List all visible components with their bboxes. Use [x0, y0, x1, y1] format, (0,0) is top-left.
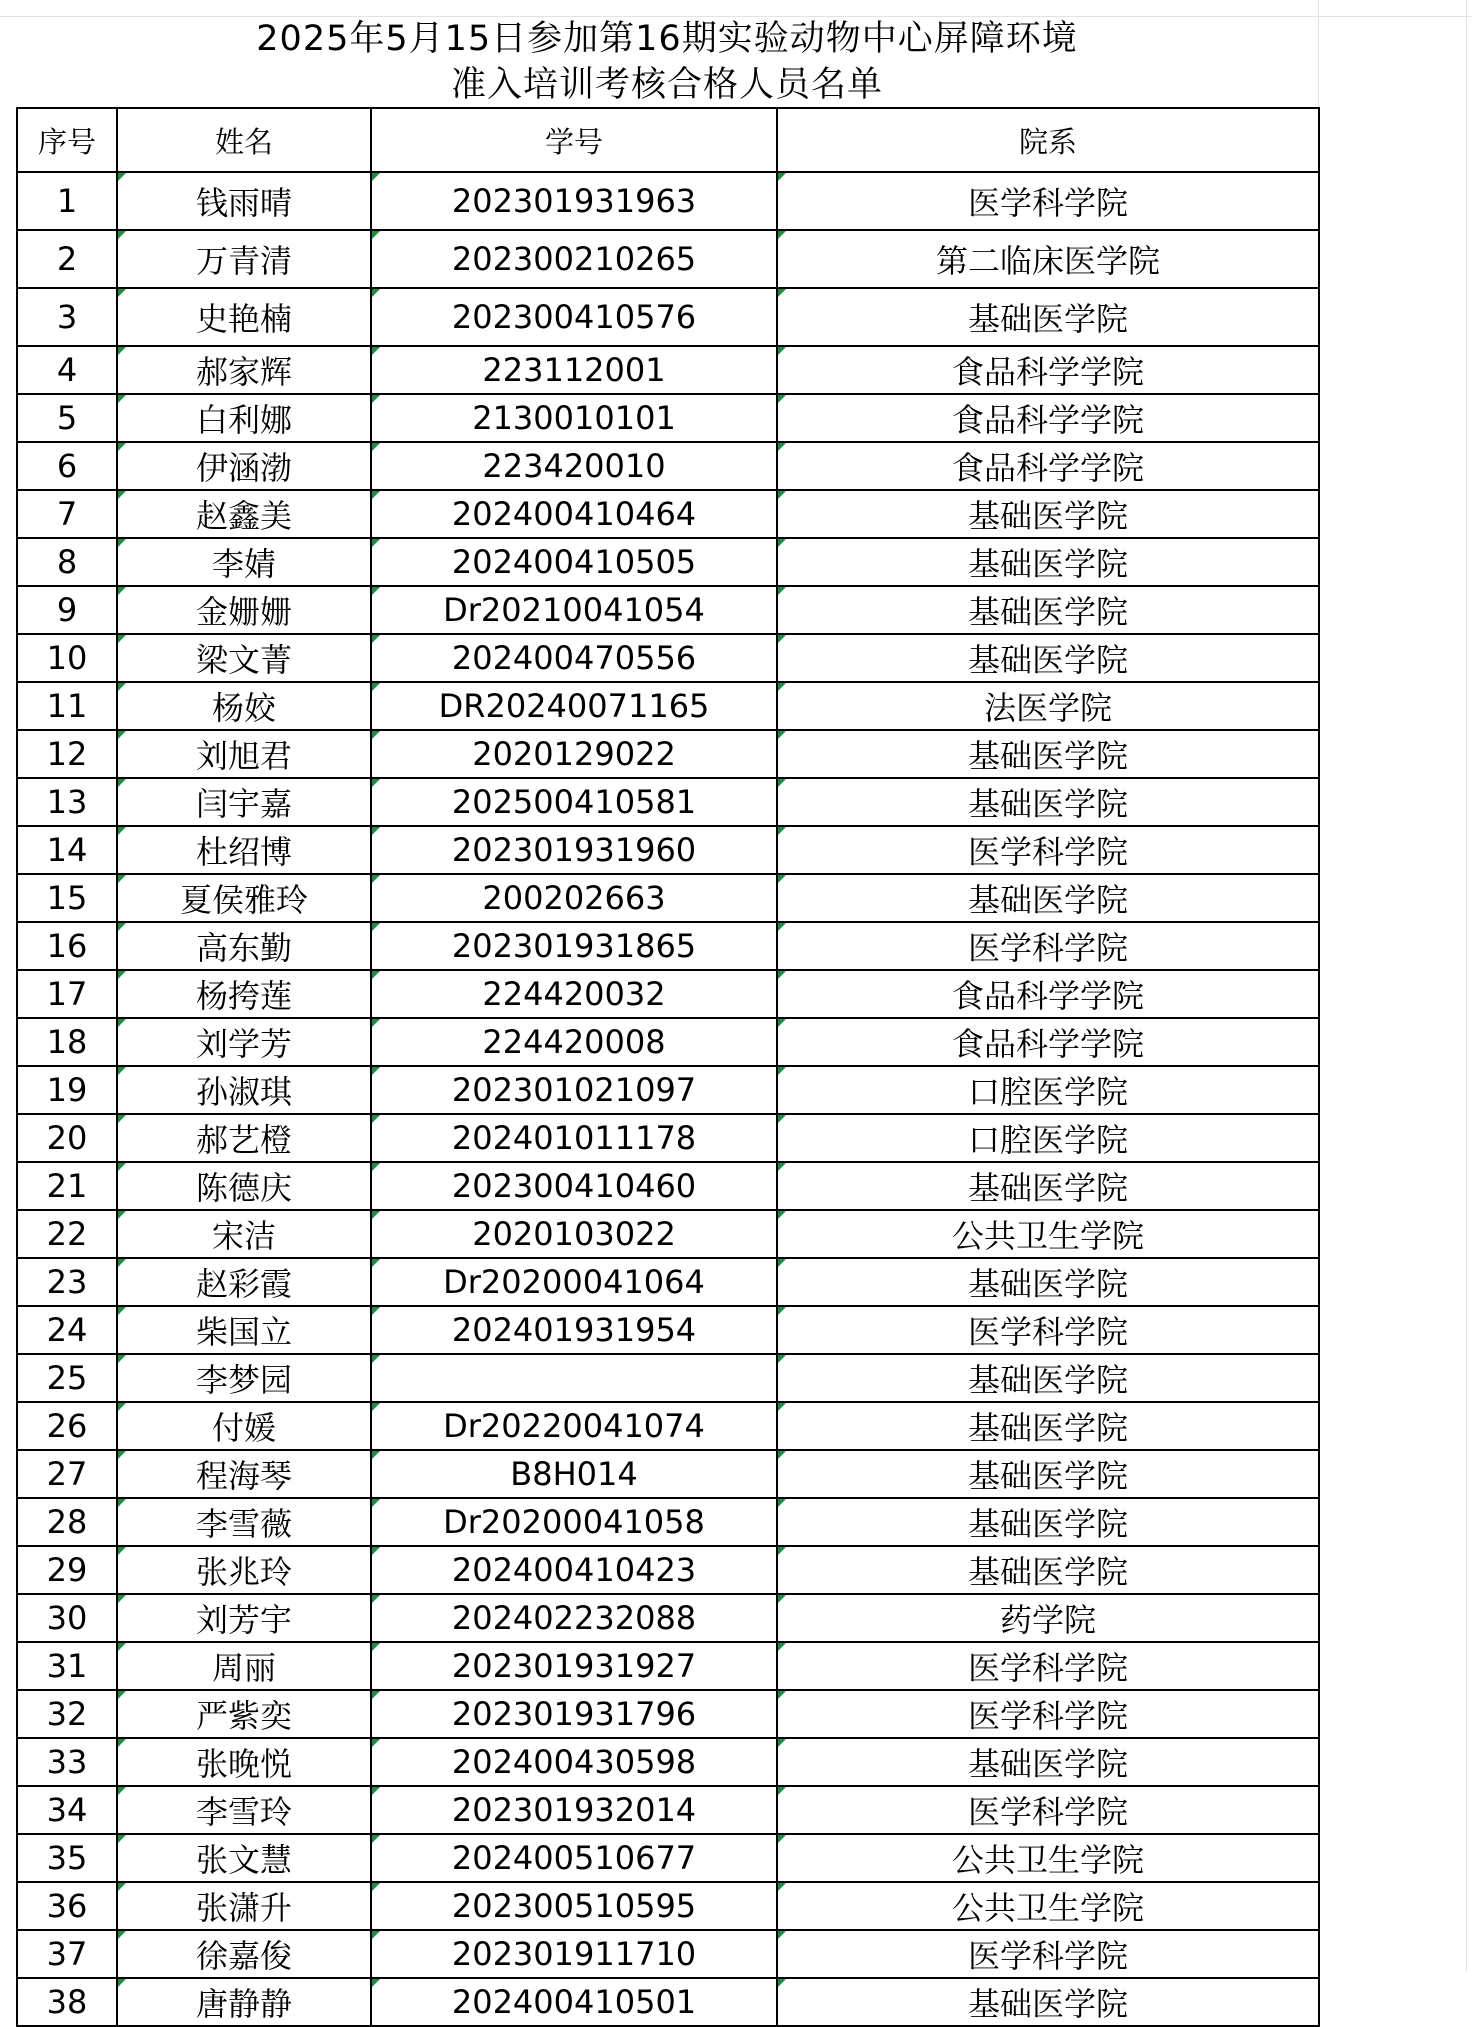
cell-id[interactable] — [371, 1354, 777, 1402]
cell-dept[interactable]: 基础医学院 — [777, 490, 1319, 538]
table-row — [17, 172, 1319, 230]
table-row — [17, 1258, 1319, 1306]
cell-no[interactable]: 17 — [17, 970, 117, 1018]
table-row — [17, 538, 1319, 586]
cell-id[interactable]: 202301931796 — [371, 1690, 777, 1738]
cell-id[interactable]: Dr20200041064 — [371, 1258, 777, 1306]
header-row — [17, 108, 1319, 172]
cell-id[interactable]: 202400410423 — [371, 1546, 777, 1594]
cell-no[interactable]: 5 — [17, 394, 117, 442]
cell-name[interactable]: 张兆玲 — [117, 1546, 371, 1594]
cell-no[interactable]: 16 — [17, 922, 117, 970]
cell-no[interactable]: 26 — [17, 1402, 117, 1450]
cell-name[interactable]: 郝艺橙 — [117, 1114, 371, 1162]
cell-dept[interactable]: 基础医学院 — [777, 874, 1319, 922]
cell-name[interactable]: 陈德庆 — [117, 1162, 371, 1210]
table-row — [17, 1306, 1319, 1354]
cell-no[interactable]: 10 — [17, 634, 117, 682]
cell-no[interactable]: 25 — [17, 1354, 117, 1402]
cell-name[interactable]: 钱雨晴 — [117, 172, 371, 230]
cell-dept[interactable]: 医学科学院 — [777, 1930, 1319, 1978]
cell-name[interactable]: 杜绍博 — [117, 826, 371, 874]
table-row — [17, 1114, 1319, 1162]
cell-no[interactable]: 19 — [17, 1066, 117, 1114]
table-row — [17, 730, 1319, 778]
cell-name[interactable]: 李梦园 — [117, 1354, 371, 1402]
roster-body — [17, 172, 1319, 2026]
table-row — [17, 1546, 1319, 1594]
cell-dept[interactable]: 基础医学院 — [777, 586, 1319, 634]
cell-no[interactable]: 4 — [17, 346, 117, 394]
cell-no[interactable]: 1 — [17, 172, 117, 230]
header-dept[interactable]: 院系 — [777, 108, 1319, 172]
cell-no[interactable]: 8 — [17, 538, 117, 586]
cell-dept[interactable]: 基础医学院 — [777, 1498, 1319, 1546]
table-row — [17, 1354, 1319, 1402]
cell-id[interactable]: 202401011178 — [371, 1114, 777, 1162]
title-line-1: 2025年5月15日参加第16期实验动物中心屏障环境 — [256, 19, 1078, 59]
table-row — [17, 1450, 1319, 1498]
cell-name[interactable]: 杨姣 — [117, 682, 371, 730]
cell-id[interactable]: 2020129022 — [371, 730, 777, 778]
cell-no[interactable]: 15 — [17, 874, 117, 922]
table-row — [17, 1018, 1319, 1066]
cell-name[interactable]: 张文慧 — [117, 1834, 371, 1882]
cell-name[interactable]: 高东勤 — [117, 922, 371, 970]
cell-id[interactable]: 202300510595 — [371, 1882, 777, 1930]
cell-name[interactable]: 宋洁 — [117, 1210, 371, 1258]
table-row — [17, 778, 1319, 826]
cell-dept[interactable]: 医学科学院 — [777, 826, 1319, 874]
table-row — [17, 634, 1319, 682]
cell-id[interactable]: 202401931954 — [371, 1306, 777, 1354]
cell-dept[interactable]: 基础医学院 — [777, 778, 1319, 826]
title-line-2: 准入培训考核合格人员名单 — [450, 65, 883, 105]
cell-dept[interactable]: 医学科学院 — [777, 922, 1319, 970]
cell-dept[interactable]: 基础医学院 — [777, 1162, 1319, 1210]
cell-id[interactable]: 223420010 — [371, 442, 777, 490]
table-row — [17, 586, 1319, 634]
cell-name[interactable]: 伊涵渤 — [117, 442, 371, 490]
header-name[interactable]: 姓名 — [117, 108, 371, 172]
cell-name[interactable]: 刘芳宇 — [117, 1594, 371, 1642]
cell-id[interactable]: 202400510677 — [371, 1834, 777, 1882]
table-row — [17, 288, 1319, 346]
cell-no[interactable]: 23 — [17, 1258, 117, 1306]
cell-name[interactable]: 徐嘉俊 — [117, 1930, 371, 1978]
cell-no[interactable]: 24 — [17, 1306, 117, 1354]
cell-no[interactable]: 22 — [17, 1210, 117, 1258]
cell-id[interactable]: 202400470556 — [371, 634, 777, 682]
cell-id[interactable]: 224420032 — [371, 970, 777, 1018]
cell-dept[interactable]: 医学科学院 — [777, 172, 1319, 230]
cell-no[interactable]: 31 — [17, 1642, 117, 1690]
cell-no[interactable]: 21 — [17, 1162, 117, 1210]
cell-name[interactable]: 金姗姗 — [117, 586, 371, 634]
cell-id[interactable]: DR20240071165 — [371, 682, 777, 730]
cell-dept[interactable]: 基础医学院 — [777, 1354, 1319, 1402]
cell-dept[interactable]: 口腔医学院 — [777, 1066, 1319, 1114]
cell-name[interactable]: 梁文菁 — [117, 634, 371, 682]
cell-id[interactable]: 202500410581 — [371, 778, 777, 826]
cell-no[interactable]: 33 — [17, 1738, 117, 1786]
cell-dept[interactable]: 食品科学学院 — [777, 346, 1319, 394]
cell-id[interactable]: 202301931927 — [371, 1642, 777, 1690]
cell-dept[interactable]: 药学院 — [777, 1594, 1319, 1642]
sheet-title — [16, 16, 1318, 108]
header-no[interactable]: 序号 — [17, 108, 117, 172]
table-row — [17, 874, 1319, 922]
cell-id[interactable]: 202402232088 — [371, 1594, 777, 1642]
cell-name[interactable]: 刘学芳 — [117, 1018, 371, 1066]
cell-no[interactable]: 18 — [17, 1018, 117, 1066]
table-row — [17, 1594, 1319, 1642]
table-row — [17, 1498, 1319, 1546]
cell-name[interactable]: 郝家辉 — [117, 346, 371, 394]
cell-id[interactable]: 202300410460 — [371, 1162, 777, 1210]
roster-table — [16, 107, 1320, 2027]
cell-id[interactable]: 202301931963 — [371, 172, 777, 230]
cell-name[interactable]: 杨挎莲 — [117, 970, 371, 1018]
cell-no[interactable]: 28 — [17, 1498, 117, 1546]
cell-name[interactable]: 夏侯雅玲 — [117, 874, 371, 922]
cell-dept[interactable]: 基础医学院 — [777, 1258, 1319, 1306]
cell-dept[interactable]: 基础医学院 — [777, 1546, 1319, 1594]
cell-id[interactable]: 2130010101 — [371, 394, 777, 442]
cell-dept[interactable]: 医学科学院 — [777, 1690, 1319, 1738]
table-row — [17, 394, 1319, 442]
cell-id[interactable]: B8H014 — [371, 1450, 777, 1498]
cell-name[interactable]: 白利娜 — [117, 394, 371, 442]
cell-dept[interactable]: 食品科学学院 — [777, 970, 1319, 1018]
cell-no[interactable]: 27 — [17, 1450, 117, 1498]
cell-id[interactable]: 202400410505 — [371, 538, 777, 586]
cell-id[interactable]: 224420008 — [371, 1018, 777, 1066]
cell-name[interactable]: 严紫奕 — [117, 1690, 371, 1738]
table-row — [17, 826, 1319, 874]
cell-id[interactable]: 202301911710 — [371, 1930, 777, 1978]
cell-id[interactable]: 2020103022 — [371, 1210, 777, 1258]
table-row — [17, 1066, 1319, 1114]
cell-id[interactable]: 202400410501 — [371, 1978, 777, 2026]
cell-id[interactable]: 202301021097 — [371, 1066, 777, 1114]
table-row — [17, 490, 1319, 538]
cell-name[interactable]: 闫宇嘉 — [117, 778, 371, 826]
table-row — [17, 230, 1319, 288]
cell-name[interactable]: 刘旭君 — [117, 730, 371, 778]
cell-id[interactable]: 202301931960 — [371, 826, 777, 874]
cell-dept[interactable]: 基础医学院 — [777, 538, 1319, 586]
table-row — [17, 922, 1319, 970]
table-row — [17, 1738, 1319, 1786]
cell-id[interactable]: 202301932014 — [371, 1786, 777, 1834]
table-row — [17, 1786, 1319, 1834]
cell-id[interactable]: 202300210265 — [371, 230, 777, 288]
cell-id[interactable]: Dr20210041054 — [371, 586, 777, 634]
cell-name[interactable]: 付媛 — [117, 1402, 371, 1450]
cell-dept[interactable]: 医学科学院 — [777, 1642, 1319, 1690]
grid-line — [1466, 0, 1467, 1972]
cell-name[interactable]: 赵鑫美 — [117, 490, 371, 538]
cell-no[interactable]: 36 — [17, 1882, 117, 1930]
cell-dept[interactable]: 公共卫生学院 — [777, 1882, 1319, 1930]
cell-dept[interactable]: 基础医学院 — [777, 634, 1319, 682]
cell-dept[interactable]: 基础医学院 — [777, 1738, 1319, 1786]
table-row — [17, 1162, 1319, 1210]
table-row — [17, 346, 1319, 394]
cell-no[interactable]: 11 — [17, 682, 117, 730]
cell-no[interactable]: 38 — [17, 1978, 117, 2026]
table-row — [17, 970, 1319, 1018]
table-row — [17, 1642, 1319, 1690]
cell-name[interactable]: 周丽 — [117, 1642, 371, 1690]
cell-no[interactable]: 7 — [17, 490, 117, 538]
cell-dept[interactable]: 医学科学院 — [777, 1786, 1319, 1834]
cell-name[interactable]: 唐静静 — [117, 1978, 371, 2026]
cell-id[interactable]: 202300410576 — [371, 288, 777, 346]
table-row — [17, 1978, 1319, 2026]
cell-dept[interactable]: 公共卫生学院 — [777, 1834, 1319, 1882]
cell-no[interactable]: 35 — [17, 1834, 117, 1882]
cell-no[interactable]: 37 — [17, 1930, 117, 1978]
table-row — [17, 1930, 1319, 1978]
cell-dept[interactable]: 医学科学院 — [777, 1306, 1319, 1354]
cell-id[interactable]: Dr20200041058 — [371, 1498, 777, 1546]
cell-dept[interactable]: 食品科学学院 — [777, 442, 1319, 490]
cell-dept[interactable]: 基础医学院 — [777, 1450, 1319, 1498]
cell-name[interactable]: 柴国立 — [117, 1306, 371, 1354]
cell-no[interactable]: 14 — [17, 826, 117, 874]
cell-dept[interactable]: 基础医学院 — [777, 288, 1319, 346]
table-row — [17, 1882, 1319, 1930]
cell-no[interactable]: 3 — [17, 288, 117, 346]
cell-dept[interactable]: 法医学院 — [777, 682, 1319, 730]
header-id[interactable]: 学号 — [371, 108, 777, 172]
cell-name[interactable]: 李雪玲 — [117, 1786, 371, 1834]
table-row — [17, 1690, 1319, 1738]
cell-dept[interactable]: 基础医学院 — [777, 1978, 1319, 2026]
cell-name[interactable]: 赵彩霞 — [117, 1258, 371, 1306]
cell-id[interactable]: 202400430598 — [371, 1738, 777, 1786]
cell-id[interactable]: Dr20220041074 — [371, 1402, 777, 1450]
cell-id[interactable]: 202301931865 — [371, 922, 777, 970]
cell-dept[interactable]: 公共卫生学院 — [777, 1210, 1319, 1258]
cell-no[interactable]: 9 — [17, 586, 117, 634]
cell-name[interactable]: 万青清 — [117, 230, 371, 288]
cell-no[interactable]: 13 — [17, 778, 117, 826]
cell-id[interactable]: 200202663 — [371, 874, 777, 922]
cell-no[interactable]: 12 — [17, 730, 117, 778]
table-row — [17, 1402, 1319, 1450]
cell-no[interactable]: 30 — [17, 1594, 117, 1642]
cell-no[interactable]: 2 — [17, 230, 117, 288]
cell-no[interactable]: 20 — [17, 1114, 117, 1162]
cell-dept[interactable]: 基础医学院 — [777, 1402, 1319, 1450]
cell-name[interactable]: 程海琴 — [117, 1450, 371, 1498]
table-row — [17, 682, 1319, 730]
cell-name[interactable]: 史艳楠 — [117, 288, 371, 346]
cell-no[interactable]: 32 — [17, 1690, 117, 1738]
cell-dept[interactable]: 第二临床医学院 — [777, 230, 1319, 288]
cell-name[interactable]: 张潇升 — [117, 1882, 371, 1930]
cell-id[interactable]: 223112001 — [371, 346, 777, 394]
cell-no[interactable]: 34 — [17, 1786, 117, 1834]
cell-name[interactable]: 李婧 — [117, 538, 371, 586]
cell-no[interactable]: 6 — [17, 442, 117, 490]
cell-no[interactable]: 29 — [17, 1546, 117, 1594]
cell-dept[interactable]: 食品科学学院 — [777, 394, 1319, 442]
cell-dept[interactable]: 食品科学学院 — [777, 1018, 1319, 1066]
table-row — [17, 1834, 1319, 1882]
cell-name[interactable]: 李雪薇 — [117, 1498, 371, 1546]
cell-id[interactable]: 202400410464 — [371, 490, 777, 538]
cell-name[interactable]: 孙淑琪 — [117, 1066, 371, 1114]
cell-dept[interactable]: 基础医学院 — [777, 730, 1319, 778]
cell-name[interactable]: 张晚悦 — [117, 1738, 371, 1786]
cell-dept[interactable]: 口腔医学院 — [777, 1114, 1319, 1162]
table-row — [17, 442, 1319, 490]
table-row — [17, 1210, 1319, 1258]
